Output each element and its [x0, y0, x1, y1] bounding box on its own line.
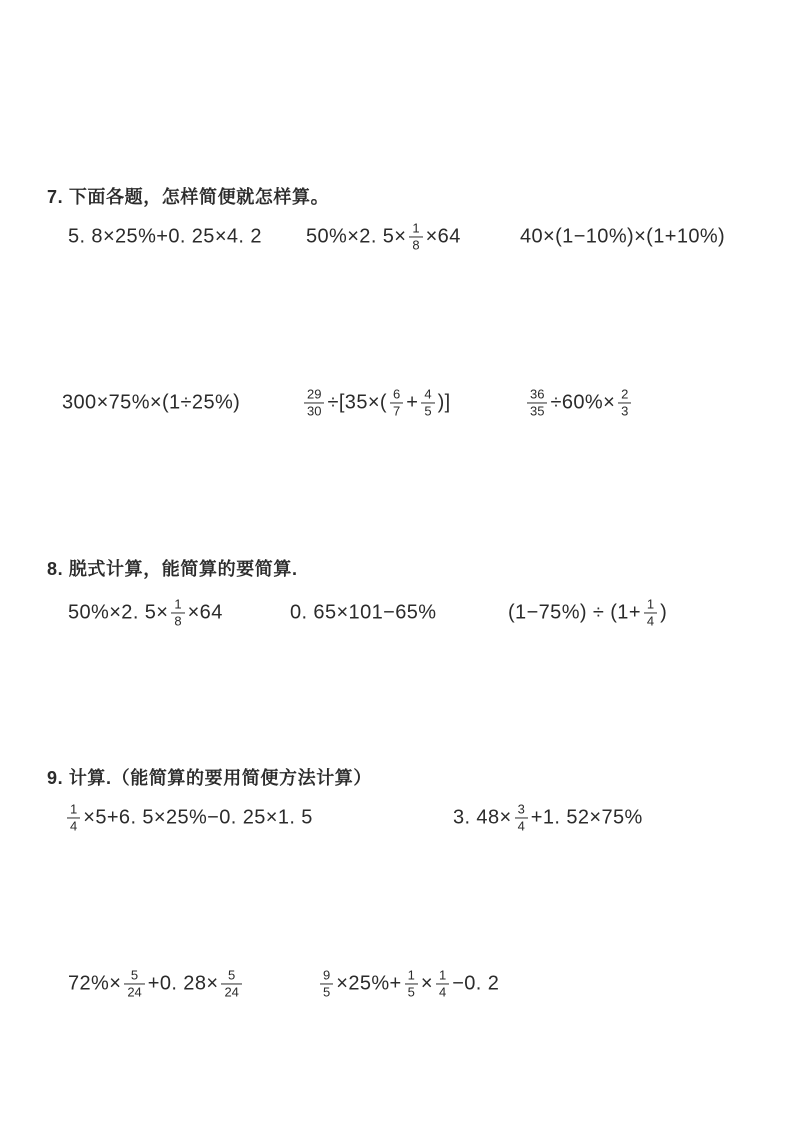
- fraction: $\frac{6}{7}$: [390, 387, 403, 418]
- expression-text: ×5+6. 5×25%−0. 25×1. 5: [83, 806, 313, 829]
- expression-text: ÷[35×(: [327, 391, 387, 414]
- q8-row1-expression-2: [290, 602, 436, 625]
- expression-text: +0. 28×: [147, 972, 219, 995]
- q9-row1-expression-2: [453, 802, 643, 833]
- expression-text: 50%×2. 5×: [68, 601, 169, 624]
- fraction: $\frac{36}{35}$: [527, 387, 547, 418]
- fraction: $\frac{1}{4}$: [67, 802, 80, 833]
- q7-row1-expression-3: [520, 226, 725, 249]
- q8-row1-expression-1: [68, 597, 223, 628]
- expression-text: 0. 65×101−65%: [290, 601, 437, 624]
- q7-row2-expression-2: [301, 387, 451, 418]
- expression-text: ): [660, 601, 668, 624]
- expression-text: )]: [437, 391, 451, 414]
- q7-row1-expression-2: [306, 221, 461, 252]
- fraction: $\frac{1}{4}$: [644, 597, 657, 628]
- q9-row2-expression-2: [317, 968, 499, 999]
- q9-row2-expression-1: [68, 968, 245, 999]
- q7-row2-expression-1: [62, 392, 240, 415]
- expression-text: −0. 2: [452, 972, 500, 995]
- expression-text: ×64: [187, 601, 223, 624]
- fraction: $\frac{9}{5}$: [320, 968, 333, 999]
- fraction: $\frac{5}{24}$: [221, 968, 241, 999]
- expression-text: ×64: [425, 225, 461, 248]
- expression-text: ÷60%×: [550, 391, 616, 414]
- fraction: $\frac{5}{24}$: [124, 968, 144, 999]
- q8-row1-expression-3: [508, 597, 667, 628]
- question-9-heading: 9. 计算.（能简算的要用简便方法计算）: [47, 768, 373, 788]
- fraction: $\frac{3}{4}$: [515, 802, 528, 833]
- question-7-heading: 7. 下面各题，怎样简便就怎样算。: [47, 187, 330, 207]
- expression-text: (1−75%) ÷ (1+: [508, 601, 641, 624]
- expression-text: 72%×: [68, 972, 122, 995]
- expression-text: 300×75%×(1÷25%): [62, 391, 241, 414]
- fraction: $\frac{1}{8}$: [409, 221, 422, 252]
- q9-row1-expression-1: [64, 802, 313, 833]
- q7-row2-expression-3: [524, 387, 634, 418]
- expression-text: ×: [420, 972, 433, 995]
- fraction: $\frac{29}{30}$: [304, 387, 324, 418]
- expression-text: 3. 48×: [453, 806, 512, 829]
- expression-text: 40×(1−10%)×(1+10%): [520, 225, 726, 248]
- expression-text: +1. 52×75%: [530, 806, 643, 829]
- expression-text: 50%×2. 5×: [306, 225, 407, 248]
- fraction: $\frac{1}{5}$: [405, 968, 418, 999]
- expression-text: 5. 8×25%+0. 25×4. 2: [68, 225, 262, 248]
- fraction: $\frac{1}{8}$: [171, 597, 184, 628]
- fraction: $\frac{2}{3}$: [618, 387, 631, 418]
- fraction: $\frac{1}{4}$: [436, 968, 449, 999]
- expression-text: ×25%+: [336, 972, 402, 995]
- question-8-heading: 8. 脱式计算，能简算的要简算.: [47, 559, 298, 579]
- fraction: $\frac{4}{5}$: [421, 387, 434, 418]
- q7-row1-expression-1: [68, 226, 262, 249]
- expression-text: +: [406, 391, 419, 414]
